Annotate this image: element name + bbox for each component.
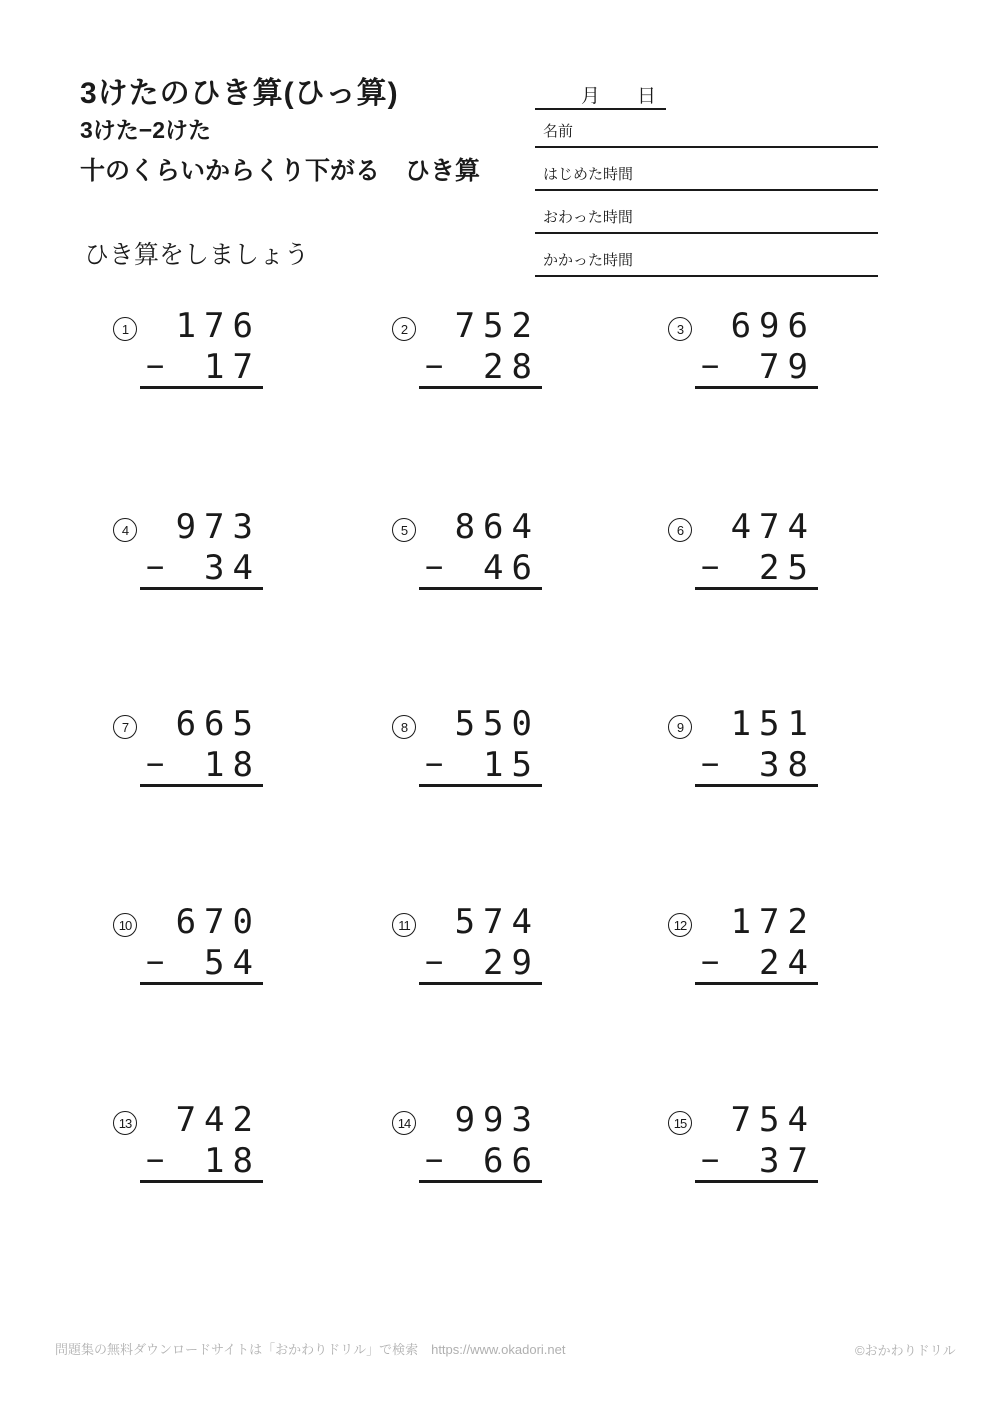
minuend: 993 [454, 1100, 540, 1140]
page-title: 3けたのひき算(ひっ算) [80, 77, 399, 110]
problem-9 [668, 703, 838, 833]
problem-number: 10 [118, 917, 132, 933]
minus-sign: − [425, 550, 444, 585]
minuend: 973 [175, 507, 261, 547]
start-time-field [535, 148, 878, 191]
minus-sign: − [146, 550, 165, 585]
problem-number-badge [113, 715, 137, 739]
name-field [535, 110, 878, 148]
problem-number: 3 [676, 321, 684, 337]
subtrahend: 28 [483, 346, 540, 387]
problem-15 [668, 1099, 838, 1229]
minus-sign: − [701, 349, 720, 384]
problem-number: 1 [121, 321, 129, 337]
subtrahend: 79 [759, 346, 816, 387]
problem-number: 5 [400, 522, 408, 538]
minuend: 752 [454, 306, 540, 346]
subtraction-stack [140, 506, 263, 590]
problem-12 [668, 901, 838, 1031]
problem-number: 13 [118, 1115, 132, 1131]
problem-5 [392, 506, 562, 636]
problem-number-badge [668, 518, 692, 542]
problem-14 [392, 1099, 562, 1229]
problem-number: 11 [398, 917, 410, 933]
subtitle-topic: 十のくらいからくり下がる ひき算 [80, 157, 481, 185]
subtraction-stack [419, 901, 542, 985]
start-time-field-label: はじめた時間 [543, 166, 634, 183]
subtrahend: 24 [759, 942, 816, 983]
subtrahend: 54 [204, 942, 261, 983]
problem-2 [392, 305, 562, 435]
subtraction-stack [419, 703, 542, 787]
minuend: 665 [175, 704, 261, 744]
problem-number: 14 [397, 1115, 411, 1131]
problem-number-badge [113, 317, 137, 341]
minuend: 151 [730, 704, 816, 744]
problem-number-badge [668, 715, 692, 739]
subtraction-stack [140, 901, 263, 985]
minuend: 176 [175, 306, 261, 346]
minuend: 574 [454, 902, 540, 942]
minuend: 754 [730, 1100, 816, 1140]
subtrahend: 38 [759, 744, 816, 785]
subtraction-stack [695, 703, 818, 787]
subtrahend: 17 [204, 346, 261, 387]
problem-1 [113, 305, 283, 435]
minuend: 474 [730, 507, 816, 547]
subtraction-stack [419, 1099, 542, 1183]
problem-number: 6 [676, 522, 684, 538]
elapsed-time-field [535, 234, 878, 277]
problem-11 [392, 901, 562, 1031]
minus-sign: − [146, 349, 165, 384]
footer-credit: 問題集の無料ダウンロードサイトは「おかわりドリル」で検索 https://www.okadori.net [55, 1342, 566, 1357]
subtraction-stack [419, 506, 542, 590]
subtrahend: 34 [204, 547, 261, 588]
problem-number: 9 [676, 719, 684, 735]
subtraction-stack [695, 305, 818, 389]
subtrahend: 29 [483, 942, 540, 983]
minuend: 742 [175, 1100, 261, 1140]
elapsed-time-field-label: かかった時間 [543, 252, 634, 269]
end-time-field-label: おわった時間 [543, 209, 633, 226]
minuend: 864 [454, 507, 540, 547]
problem-number-badge [113, 1111, 137, 1135]
subtrahend: 25 [759, 547, 816, 588]
problem-number-badge [392, 913, 416, 937]
minus-sign: − [701, 550, 720, 585]
problem-number-badge [113, 913, 137, 937]
subtrahend: 15 [483, 744, 540, 785]
problem-3 [668, 305, 838, 435]
problem-number-badge [392, 1111, 416, 1135]
day-label: 日 [636, 85, 656, 107]
subtraction-stack [419, 305, 542, 389]
minus-sign: − [701, 1143, 720, 1178]
problem-7 [113, 703, 283, 833]
month-label: 月 [580, 85, 600, 107]
problem-number: 2 [400, 321, 408, 337]
name-field-label: 名前 [543, 123, 574, 140]
problem-number: 7 [121, 719, 129, 735]
problem-number: 15 [673, 1115, 687, 1131]
problem-number-badge [392, 317, 416, 341]
problem-4 [113, 506, 283, 636]
problem-13 [113, 1099, 283, 1229]
subtraction-stack [695, 506, 818, 590]
problem-number-badge [668, 913, 692, 937]
problem-number-badge [392, 715, 416, 739]
minuend: 670 [175, 902, 261, 942]
minus-sign: − [701, 747, 720, 782]
problem-10 [113, 901, 283, 1031]
minus-sign: − [425, 349, 444, 384]
minus-sign: − [701, 945, 720, 980]
subtitle-digits: 3けた−2けた [80, 117, 212, 143]
minus-sign: − [146, 945, 165, 980]
end-time-field [535, 191, 878, 234]
subtrahend: 18 [204, 1140, 261, 1181]
subtrahend: 46 [483, 547, 540, 588]
problem-number-badge [668, 317, 692, 341]
info-panel [535, 80, 878, 277]
subtraction-stack [140, 703, 263, 787]
subtrahend: 18 [204, 744, 261, 785]
minus-sign: − [146, 747, 165, 782]
minuend: 550 [454, 704, 540, 744]
footer-copyright: ©おかわりドリル [855, 1343, 956, 1358]
problem-number-badge [392, 518, 416, 542]
problem-number: 12 [673, 917, 687, 933]
subtrahend: 37 [759, 1140, 816, 1181]
date-row [535, 80, 666, 110]
problem-number: 4 [121, 522, 129, 538]
problem-number: 8 [400, 719, 408, 735]
subtraction-stack [140, 1099, 263, 1183]
problem-8 [392, 703, 562, 833]
minuend: 696 [730, 306, 816, 346]
problem-number-badge [113, 518, 137, 542]
minus-sign: − [146, 1143, 165, 1178]
problem-number-badge [668, 1111, 692, 1135]
minus-sign: − [425, 747, 444, 782]
minus-sign: − [425, 1143, 444, 1178]
problem-6 [668, 506, 838, 636]
subtraction-stack [140, 305, 263, 389]
minuend: 172 [730, 902, 816, 942]
subtrahend: 66 [483, 1140, 540, 1181]
subtraction-stack [695, 1099, 818, 1183]
instruction-text: ひき算をしましょう [84, 241, 310, 269]
subtraction-stack [695, 901, 818, 985]
minus-sign: − [425, 945, 444, 980]
